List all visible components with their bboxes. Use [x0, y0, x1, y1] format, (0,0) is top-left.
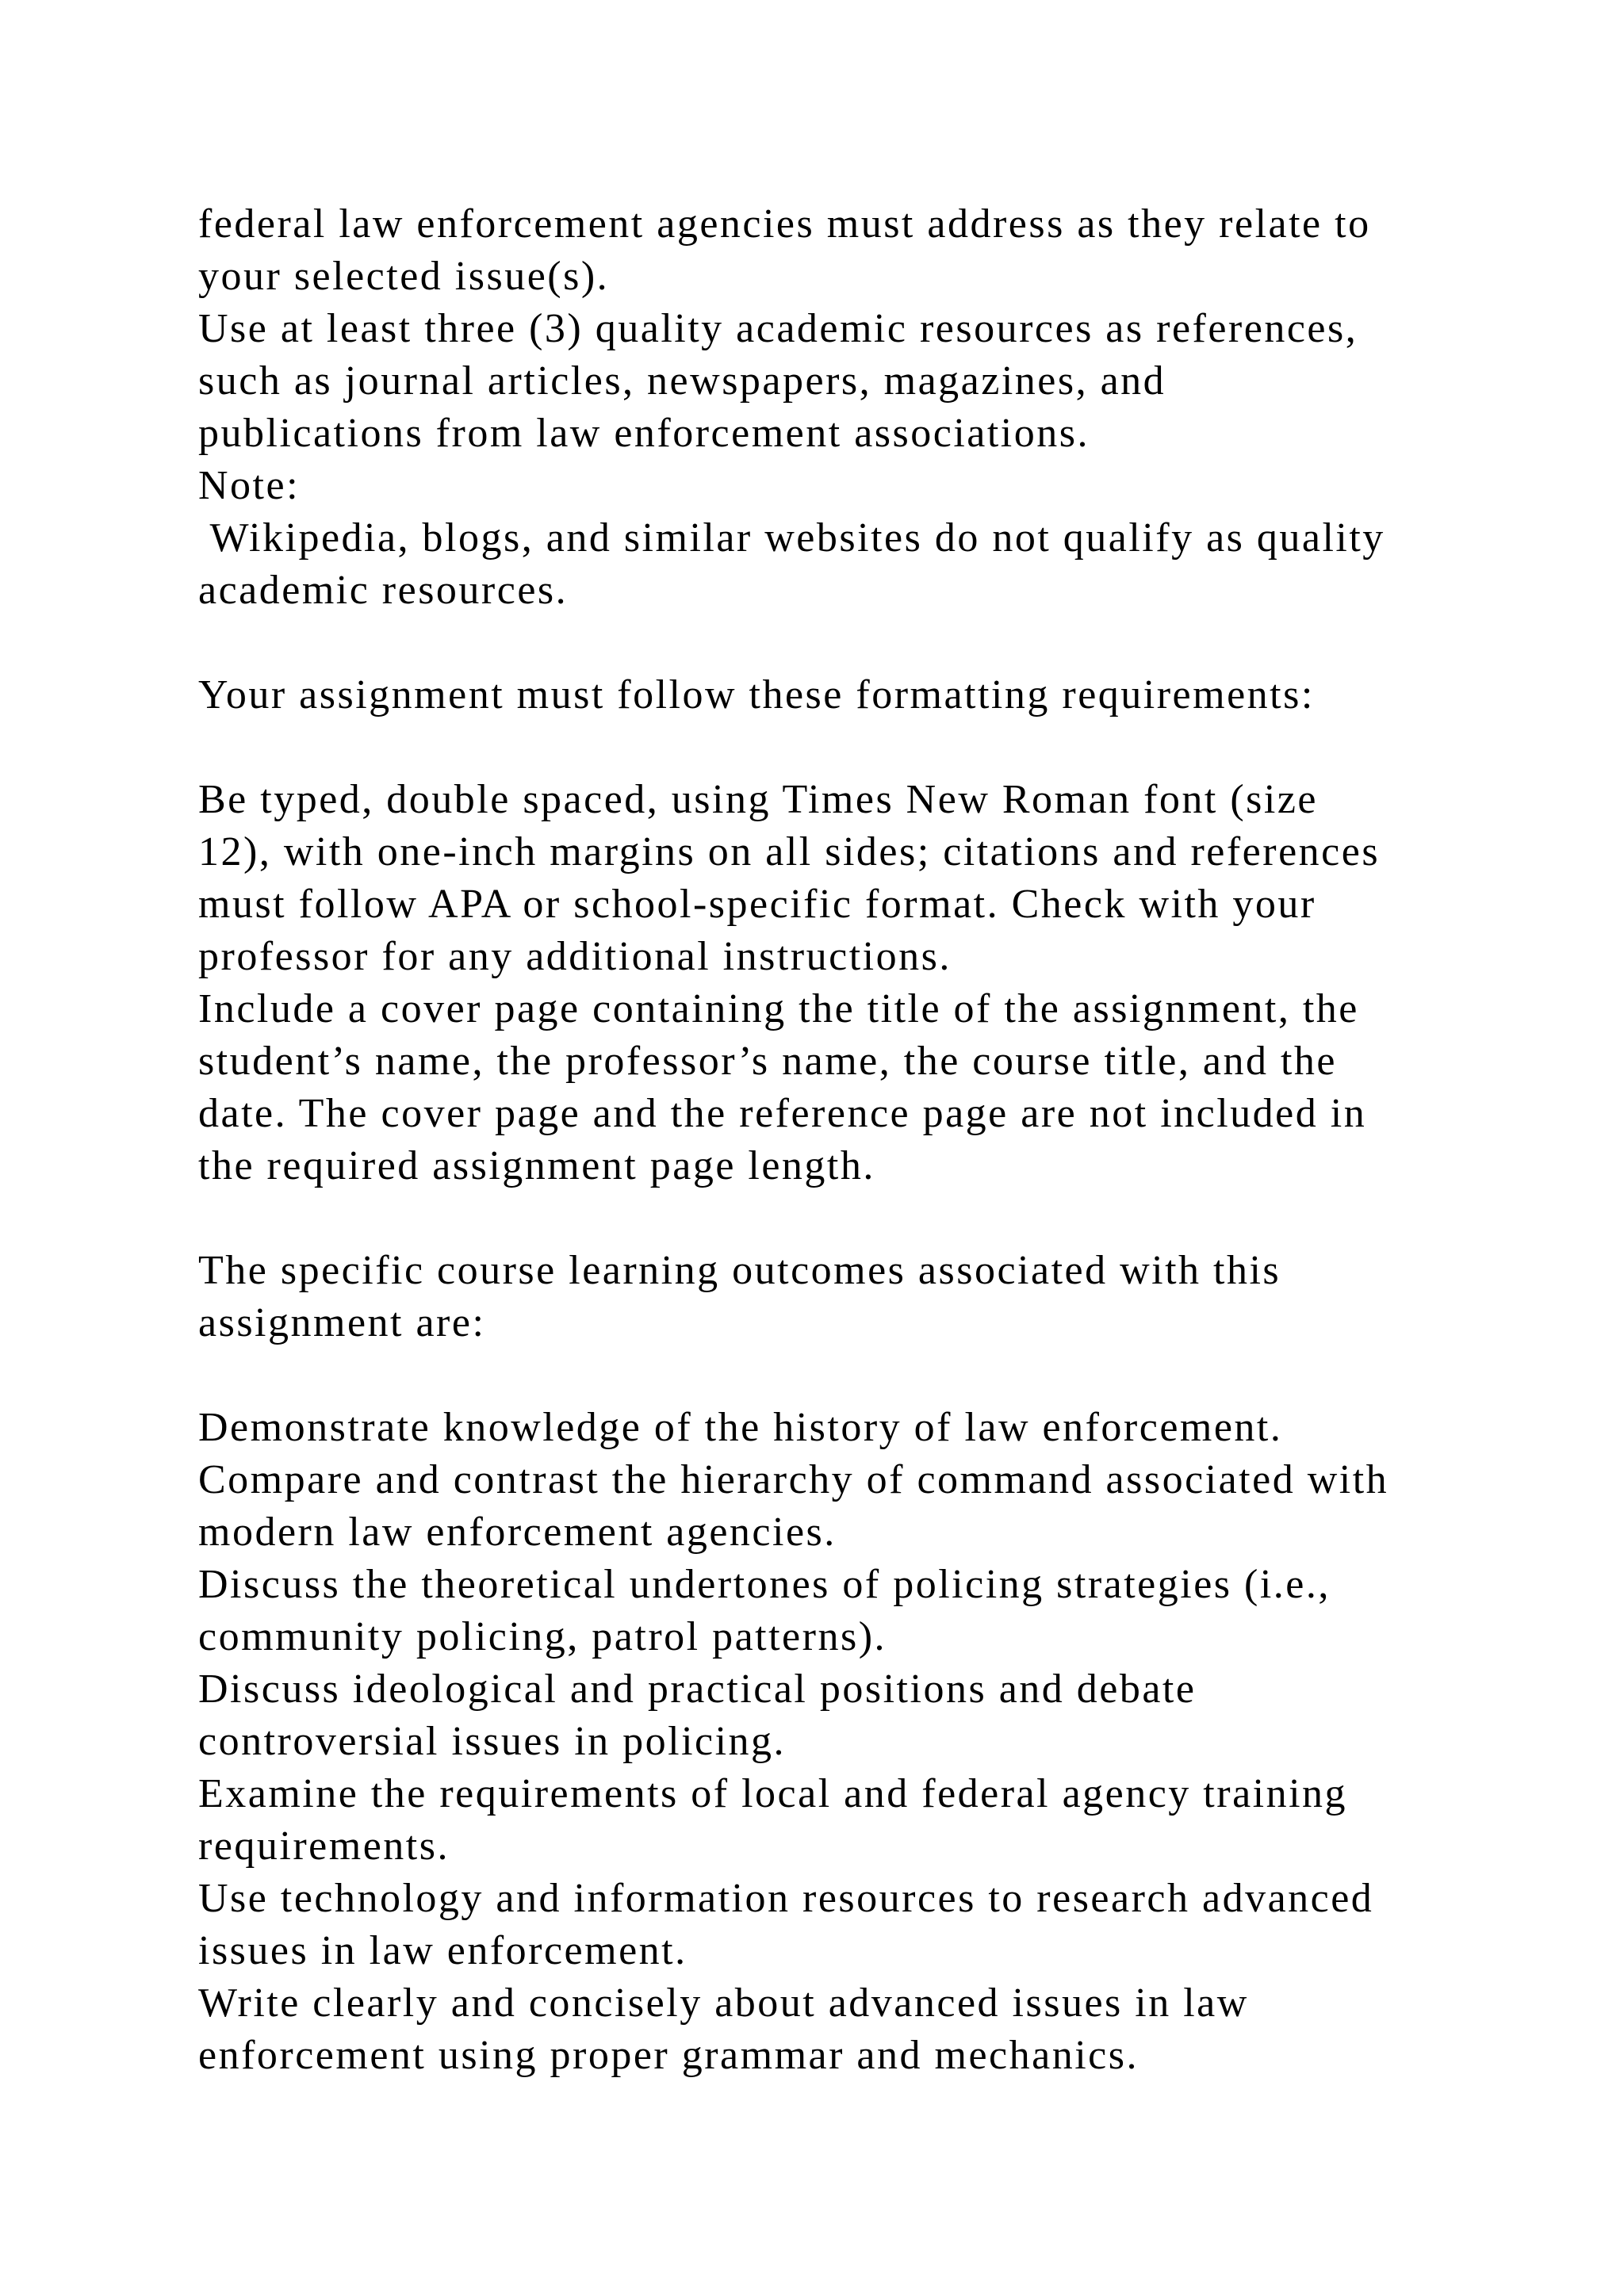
text-line: federal law enforcement agencies must address as they relate to	[198, 201, 1371, 247]
text-line: Discuss ideological and practical positions and debate	[198, 1667, 1197, 1712]
text-line: controversial issues in policing.	[198, 1719, 787, 1764]
text-line: Use at least three (3) quality academic resources as references,	[198, 306, 1358, 351]
text-line: Compare and contrast the hierarchy of command associated with	[198, 1457, 1389, 1502]
blank-line	[198, 1349, 1483, 1402]
text-line: requirements.	[198, 1823, 450, 1869]
text-line: professor for any additional instructions.	[198, 934, 952, 979]
blank-line	[198, 617, 1483, 669]
text-line: Use technology and information resources to research advanced	[198, 1876, 1374, 1921]
text-line: Wikipedia, blogs, and similar websites do not qualify as quality	[198, 515, 1385, 561]
text-line: community policing, patrol patterns).	[198, 1614, 887, 1659]
text-line: such as journal articles, newspapers, magazines, and	[198, 358, 1166, 404]
text-line: enforcement using proper grammar and mechanics.	[198, 2033, 1139, 2078]
text-line: date. The cover page and the reference page are not included in	[198, 1091, 1367, 1136]
text-line: 12), with one-inch margins on all sides; citations and references	[198, 829, 1381, 874]
text-line: student’s name, the professor’s name, the course title, and the	[198, 1039, 1337, 1084]
text-line: Demonstrate knowledge of the history of law enforcement.	[198, 1405, 1283, 1450]
text-line: Your assignment must follow these formatting requirements:	[198, 672, 1315, 718]
text-line: assignment are:	[198, 1300, 486, 1345]
text-line: academic resources.	[198, 568, 569, 613]
text-line: must follow APA or school-specific format. Check with your	[198, 882, 1316, 927]
text-line: publications from law enforcement associations.	[198, 411, 1090, 456]
text-line: Be typed, double spaced, using Times New Roman font (size	[198, 777, 1319, 822]
document-body	[198, 198, 1483, 2082]
blank-line	[198, 1192, 1483, 1245]
text-line: Include a cover page containing the title of the assignment, the	[198, 986, 1359, 1031]
text-line: Write clearly and concisely about advanced issues in law	[198, 1980, 1249, 2026]
text-line: the required assignment page length.	[198, 1143, 875, 1188]
text-line: issues in law enforcement.	[198, 1928, 688, 1973]
text-line: your selected issue(s).	[198, 254, 610, 299]
text-line: Note:	[198, 463, 301, 508]
text-line: modern law enforcement agencies.	[198, 1510, 837, 1555]
blank-line	[198, 721, 1483, 774]
text-line: Discuss the theoretical undertones of policing strategies (i.e.,	[198, 1562, 1331, 1607]
text-line: The specific course learning outcomes associated with this	[198, 1248, 1281, 1293]
text-line: Examine the requirements of local and federal agency training	[198, 1771, 1348, 1816]
